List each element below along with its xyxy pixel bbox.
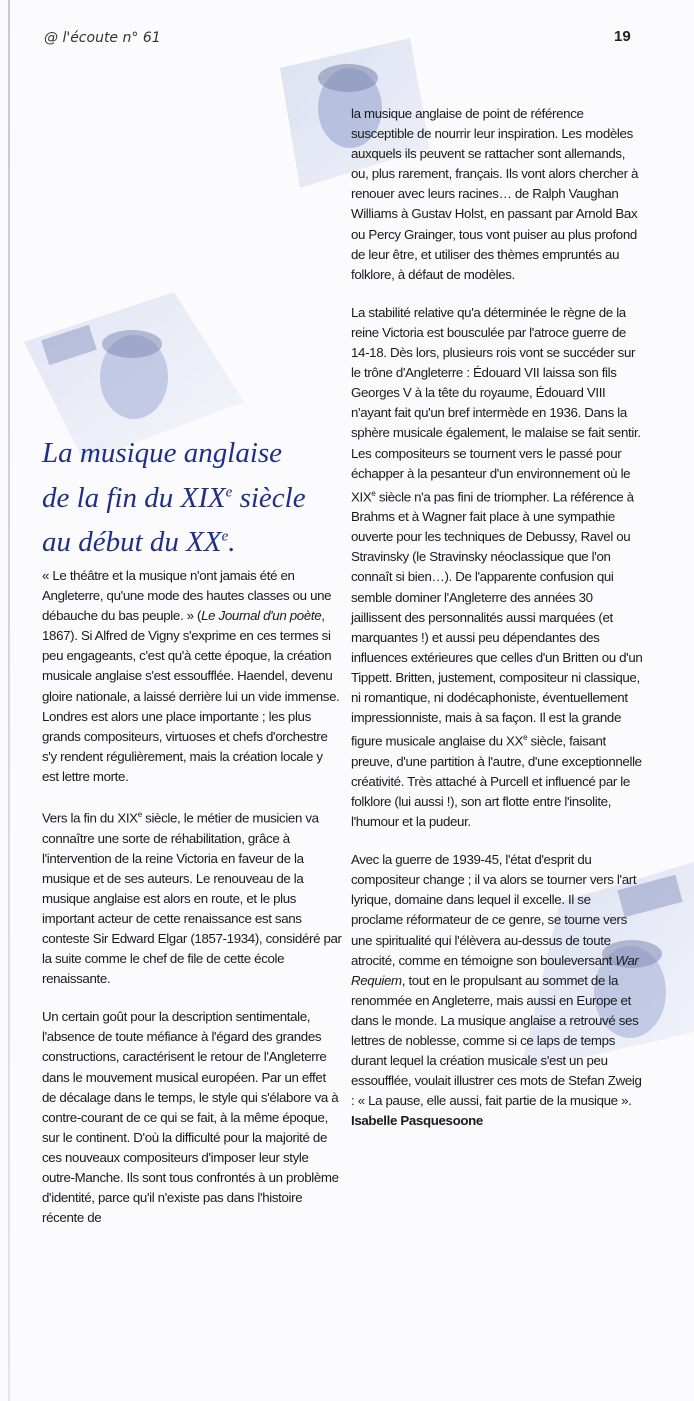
paragraph: Avec la guerre de 1939-45, l'état d'esprit du compositeur change ; il va alors se tourner vers l'art lyrique, domaine dans lequel il excelle. Il se proclame réformateur de ce genre, se tourne vers une spiritualité qui l'élèvera au-dessus de toute atrocité, comme en témoigne son bouleversant War Requiem, tout en le propulsant au sommet de la renommée en Angleterre, mais aussi en Europe et dans le monde. La musique anglaise a retrouvé ses lettres de noblesse, comme si ce laps de temps durant lequel la création musicale s'est un peu essoufflée, voulait illustrer ces mots de Stefan Zweig : « La pause, elle aussi, fait partie de la musique ». <box>351 852 642 1109</box>
page-edge <box>8 0 10 1401</box>
title-line-3: au début du XXe. <box>42 526 236 559</box>
page-number: 19 <box>614 28 631 45</box>
title-line-1: La musique anglaise <box>42 437 283 469</box>
issue-label: @ l'écoute n° 61 <box>44 30 161 46</box>
paragraph: Un certain goût pour la description sentimentale, l'absence de toute méfiance à l'égard des grandes constructions, caractérisent le retour de l'Angleterre dans le mouvement musical européen. Par un effet de décalage dans le temps, le style qui s'élabore va à contre-courant de ce qui se fait, à la même époque, sur le continent. D'où la difficulté pour la majorité de ces nouveaux compositeurs d'imposer leur style outre-Manche. Ils sont tous confrontés à un problème d'identité, parce qu'il n'existe pas dans l'histoire récente de <box>42 1009 339 1226</box>
work-title: War Requiem <box>351 952 639 988</box>
title-line-2: de la fin du XIXe siècle <box>42 481 306 514</box>
paragraph: la musique anglaise de point de référence susceptible de nourrir leur inspiration. Les modèles auxquels ils peuvent se rattacher sont allemands, ou, plus rarement, français. Ils vont alors chercher à renouer avec leurs racines… de Ralph Vaughan Williams à Gustav Holst, en passant par Arnold Bax ou Percy Grainger, tous vont puiser au plus profond de leur être, et utiliser des thèmes empruntés au folklore, à défaut de modèles. <box>351 106 639 282</box>
author-name: Isabelle Pasquesoone <box>351 1113 483 1129</box>
paragraph: La stabilité relative qu'a déterminée le règne de la reine Victoria est bousculée par l'atroce guerre de 14-18. Dès lors, plusieurs rois vont se succéder sur le trône d'Angleterre : Édouard VII laissa son fils Georges V à la tête du royaume, Édouard VIII n'ayant fait qu'un bref intermède en 1936. Dans la sphère musicale également, le malaise se fait sentir. Les compositeurs se tournent vers le passé pour échapper à la pesanteur d'un environnement où le XIXe siècle n'a pas fini de triompher. La référence à Brahms et à Wagner fait place à une sympathie ouverte pour les techniques de Debussy, Ravel ou Stravinsky (le Stravinsky néoclassique que l'on connaît si bien…). De l'apparente confusion qui semble dominer l'Angleterre des années 30 jaillissent des personnalités aussi marquées (et marquantes !) et aussi peu dépendantes des influences extérieures que celles d'un Britten ou d'un Tippett. Britten, justement, compositeur ni classique, ni romantique, ni dodécaphoniste, éventuellement impressionniste, mais à sa façon. Il est la grande figure musicale anglaise du XXe siècle, faisant preuve, d'une partition à l'autre, d'une exceptionnelle créativité. Très attaché à Purcell et influencé par le folklore (lui aussi !), son art flotte entre l'insolite, l'humour et la pudeur. <box>351 304 643 830</box>
right-column <box>351 104 643 1131</box>
article-title <box>42 434 342 562</box>
journal-title: Le Journal d'un poète <box>201 608 322 624</box>
paragraph: « Le théâtre et la musique n'ont jamais été en Angleterre, qu'une mode des hautes classes ou une débauche du bas peuple. » (Le Journal d'un poète, 1867). Si Alfred de Vigny s'exprime en ces termes si peu engageants, c'est qu'à cette époque, la création musicale anglaise s'est essoufflée. Haendel, devenu gloire nationale, a laissé derrière lui un vide immense. Londres est alors une place importante ; les plus grands compositeurs, virtuoses et chefs d'orchestre s'y rendent régulièrement, mais la création locale y est lettre morte. <box>42 568 340 784</box>
left-column <box>42 566 342 1246</box>
paragraph: Vers la fin du XIXe siècle, le métier de musicien va connaître une sorte de réhabilitation, grâce à l'intervention de la reine Victoria en faveur de la musique et de ses auteurs. Le renouveau de la musique anglaise est alors en route, et le plus important acteur de cette renaissance est sans conteste Sir Edward Elgar (1857-1934), considéré par la suite comme le chef de file de cette école renaissante. <box>42 810 342 987</box>
